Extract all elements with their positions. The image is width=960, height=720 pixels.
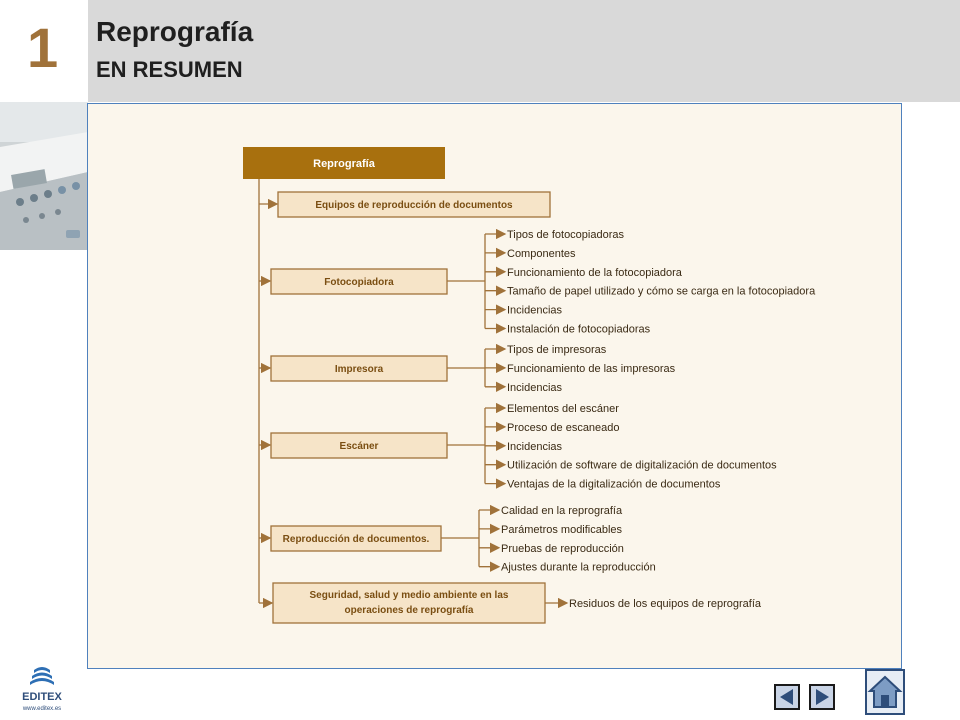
leaf-item: Proceso de escaneado	[507, 421, 620, 434]
home-button[interactable]	[865, 669, 905, 715]
category-node-label: Impresora	[334, 364, 384, 375]
leaf-item: Ajustes durante la reproducción	[501, 561, 656, 574]
leaf-item: Componentes	[507, 247, 576, 260]
category-node-label: Fotocopiadora	[324, 277, 394, 288]
leaf-item: Funcionamiento de la fotocopiadora	[507, 266, 682, 279]
leaf-item: Elementos del escáner	[507, 403, 619, 415]
previous-button[interactable]	[774, 684, 800, 710]
leaf-item: Tipos de fotocopiadoras	[507, 229, 624, 241]
leaf-item: Parámetros modificables	[501, 523, 623, 536]
summary-panel	[87, 103, 902, 669]
leaf-item: Residuos de los equipos de reprografía	[569, 598, 762, 610]
category-node-label: Seguridad, salud y medio ambiente en las	[309, 590, 509, 601]
category-node-label: Equipos de reproducción de documentos	[315, 200, 513, 211]
editex-logo	[14, 664, 70, 714]
leaf-item: Incidencias	[507, 381, 563, 394]
triangle-right-icon	[811, 686, 833, 708]
copier-photo	[0, 102, 88, 250]
page-title: Reprografía	[96, 16, 254, 47]
leaf-item: Funcionamiento de las impresoras	[507, 362, 676, 375]
category-node-label: operaciones de reprografía	[344, 605, 474, 616]
leaf-item: Pruebas de reproducción	[501, 542, 624, 555]
leaf-item: Tamaño de papel utilizado y cómo se carga en la fotocopiadora	[507, 285, 816, 298]
home-icon	[867, 671, 903, 713]
triangle-left-icon	[776, 686, 798, 708]
category-node	[273, 583, 545, 623]
category-node-label: Reproducción de documentos.	[282, 534, 430, 545]
chapter-number: 1	[27, 16, 59, 79]
next-button[interactable]	[809, 684, 835, 710]
page-subtitle: EN RESUMEN	[96, 57, 243, 82]
leaf-item: Incidencias	[507, 304, 563, 317]
concept-map	[88, 104, 901, 668]
leaf-item: Ventajas de la digitalización de documentos	[507, 478, 721, 491]
leaf-item: Utilización de software de digitalización de documentos	[507, 459, 777, 472]
leaf-item: Incidencias	[507, 440, 563, 453]
leaf-item: Instalación de fotocopiadoras	[507, 323, 651, 336]
logo-text: EDITEX	[22, 691, 62, 703]
category-node-label: Escáner	[339, 441, 379, 452]
leaf-item: Tipos de impresoras	[507, 344, 607, 356]
root-node-label: Reprografía	[313, 158, 375, 170]
logo-url: www.editex.es	[22, 706, 62, 712]
leaf-item: Calidad en la reprografía	[501, 505, 623, 517]
